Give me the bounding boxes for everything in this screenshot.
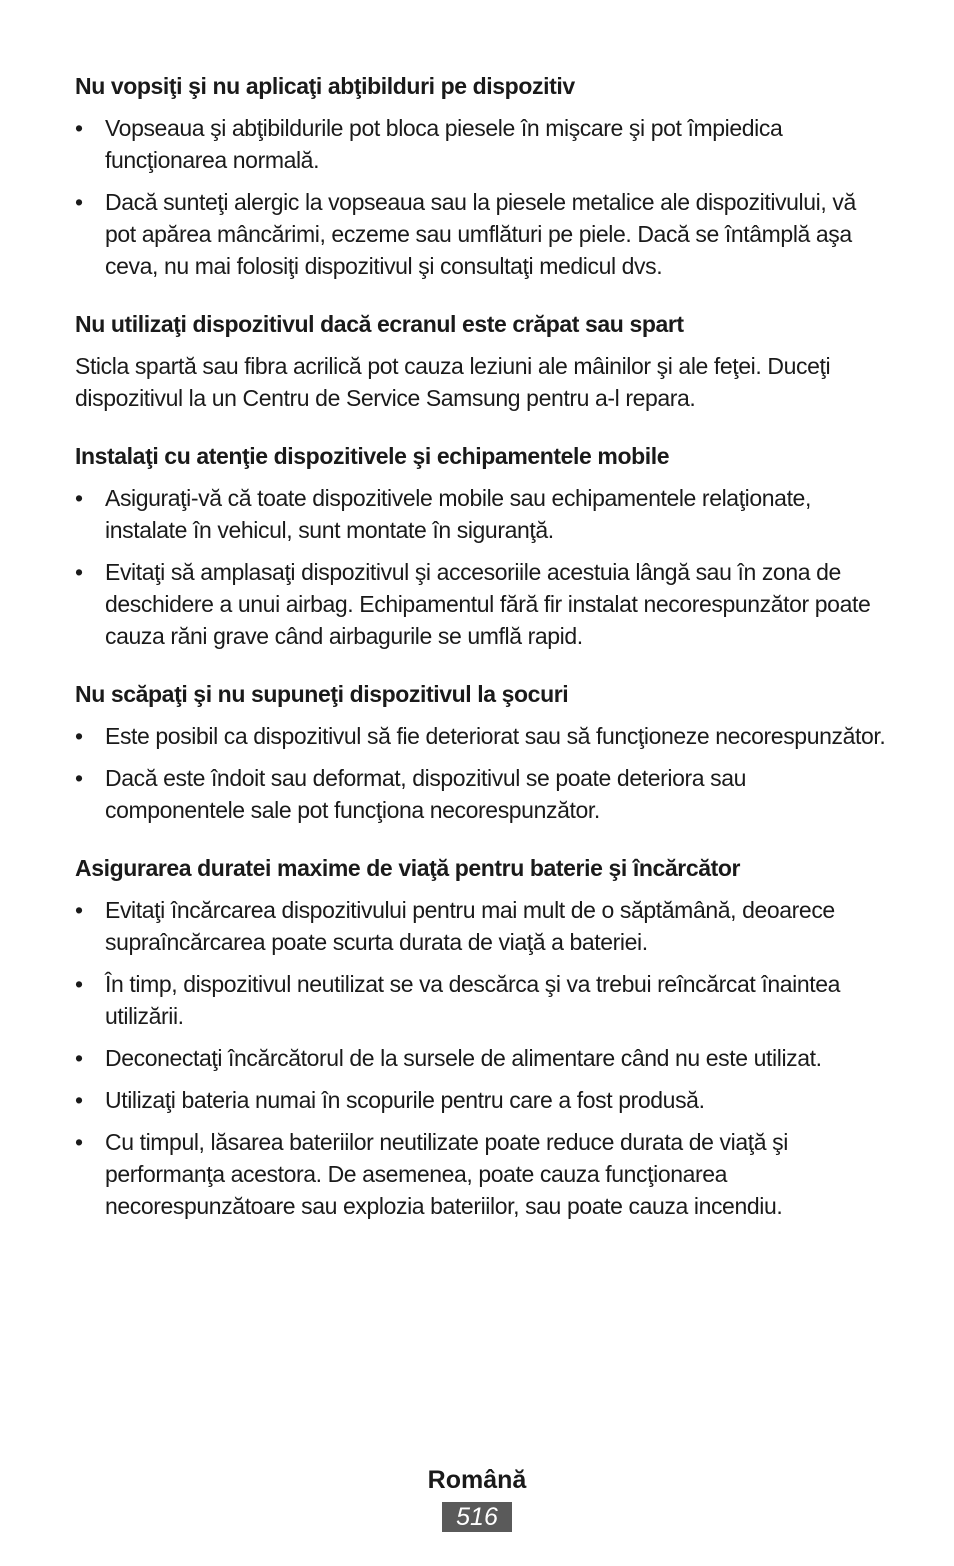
bullet-icon: • [75,971,83,997]
bullet-icon: • [75,559,83,585]
list-item-text: Dacă sunteţi alergic la vopseaua sau la piesele metalice ale dispozitivului, vă pot apărea mâncărimi, eczeme sau umflături pe piele. Dacă se întâmplă aşa ceva, nu mai folosiţi dispozitivul şi consultaţi medicul dvs. [105,189,856,279]
list-item [75,482,887,546]
bullet-list [75,720,887,826]
list-item [75,556,887,652]
section-battery-life [75,852,887,1222]
list-item-text: Evitaţi să amplasaţi dispozitivul şi accesoriile acestuia lângă sau în zona de deschidere a unui airbag. Echipamentul fără fir instalat necorespunzător poate cauza răni grave când airbagurile se umflă rapid. [105,559,871,649]
language-label: Română [427,1466,527,1494]
list-item-text: Asiguraţi-vă că toate dispozitivele mobile sau echipamentele relaţionate, instalate în vehicul, sunt montate în siguranţă. [105,485,811,543]
section-heading: Nu vopsiţi şi nu aplicaţi abţibilduri pe dispozitiv [75,73,575,99]
bullet-list [75,112,887,282]
page-footer [0,1462,954,1532]
section-cracked-screen [75,308,887,414]
list-item-text: Utilizaţi bateria numai în scopurile pentru care a fost produsă. [105,1087,705,1113]
bullet-icon: • [75,485,83,511]
section-heading: Asigurarea duratei maxime de viaţă pentru baterie şi încărcător [75,855,741,881]
bullet-icon: • [75,723,83,749]
list-item [75,762,887,826]
bullet-icon: • [75,1087,83,1113]
bullet-list [75,482,887,652]
list-item [75,186,887,282]
section-no-paint [75,70,887,282]
list-item-text: Cu timpul, lăsarea bateriilor neutilizate poate reduce durata de viaţă şi performanţa acestora. De asemenea, poate cauza funcţionarea necorespunzătoare sau explozia bateriilor, sau poate cauza incendiu. [105,1129,788,1219]
list-item-text: În timp, dispozitivul neutilizat se va descărca şi va trebui reîncărcat înaintea utilizării. [105,971,841,1029]
section-heading: Nu scăpaţi şi nu supuneţi dispozitivul la şocuri [75,681,569,707]
bullet-icon: • [75,1129,83,1155]
section-heading: Nu utilizaţi dispozitivul dacă ecranul este crăpat sau spart [75,311,684,337]
bullet-icon: • [75,765,83,791]
list-item [75,1042,887,1074]
list-item-text: Evitaţi încărcarea dispozitivului pentru mai mult de o săptămână, deoarece supraîncărcarea poate scurta durata de viaţă a bateriei. [105,897,835,955]
bullet-icon: • [75,115,83,141]
bullet-list [75,894,887,1222]
bullet-icon: • [75,189,83,215]
list-item-text: Deconectaţi încărcătorul de la sursele de alimentare când nu este utilizat. [105,1045,822,1071]
document-body [75,70,887,1248]
section-paragraph: Sticla spartă sau fibra acrilică pot cauza leziuni ale mâinilor şi ale feţei. Duceţi dispozitivul la un Centru de Service Samsung pentru a-l repara. [75,353,831,411]
section-mobile-equipment [75,440,887,652]
bullet-icon: • [75,1045,83,1071]
list-item-text: Este posibil ca dispozitivul să fie deteriorat sau să funcţioneze necorespunzător. [105,723,886,749]
list-item [75,720,887,752]
section-heading: Instalaţi cu atenţie dispozitivele şi echipamentele mobile [75,443,670,469]
list-item [75,112,887,176]
list-item [75,1084,887,1116]
page-number-badge: 516 [442,1502,512,1532]
bullet-icon: • [75,897,83,923]
list-item [75,968,887,1032]
list-item-text: Vopseaua şi abţibildurile pot bloca piesele în mişcare şi pot împiedica funcţionarea normală. [105,115,783,173]
list-item-text: Dacă este îndoit sau deformat, dispozitivul se poate deteriora sau componentele sale pot funcţiona necorespunzător. [105,765,746,823]
list-item [75,894,887,958]
list-item [75,1126,887,1222]
section-drop-shock [75,678,887,826]
